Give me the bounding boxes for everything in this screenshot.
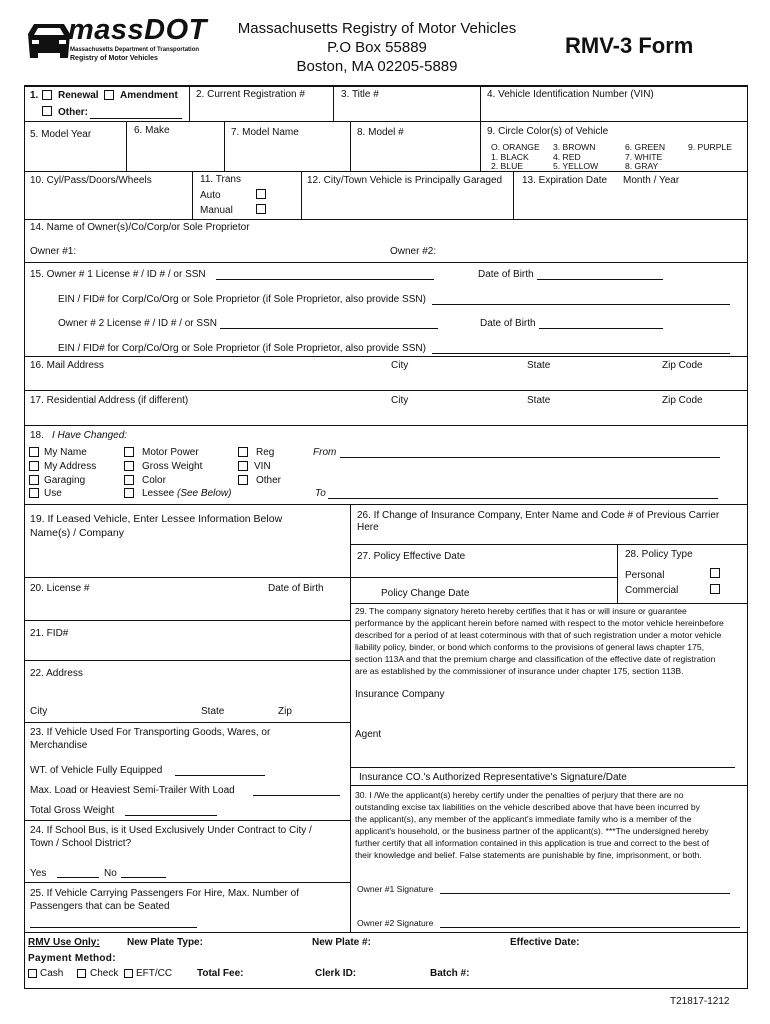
gross-weight-total-label: Total Gross Weight: [30, 805, 115, 816]
form-code: T21817-1212: [670, 996, 730, 1007]
max-load-line[interactable]: [253, 795, 340, 796]
auto-label: Auto: [200, 190, 221, 201]
passengers-line[interactable]: [30, 927, 197, 928]
owner1-license-line[interactable]: [216, 279, 434, 280]
color-option[interactable]: 8. GRAY: [625, 161, 659, 171]
trans-label: 11. Trans: [200, 174, 241, 185]
color-label: Color: [142, 475, 166, 486]
check-label: Check: [90, 968, 119, 979]
agent-label: Agent: [355, 729, 382, 740]
passengers-seated-label: Passengers that can be Seated: [30, 901, 170, 912]
new-plate-number-label: New Plate #:: [312, 937, 371, 948]
perjury-text: 30. I /We the applicant(s) hereby certify under the penalties of perjury that there are no: [355, 790, 684, 800]
school-bus-label: 24. If School Bus, is it Used Exclusively Under Contract to City /: [30, 825, 312, 836]
other-change-checkbox[interactable]: [238, 475, 248, 485]
no-line[interactable]: [121, 877, 166, 878]
my-address-label: My Address: [44, 461, 97, 472]
frame-right: [747, 85, 748, 988]
mail-address-label: 16. Mail Address: [30, 360, 104, 371]
renewal-label: Renewal: [58, 90, 99, 101]
eft-label: EFT/CC: [136, 968, 173, 979]
eft-checkbox[interactable]: [124, 969, 133, 978]
frame-left: [24, 85, 25, 988]
color-option[interactable]: 9. PURPLE: [688, 142, 732, 152]
from-line[interactable]: [340, 457, 720, 458]
owner2-ein-line[interactable]: [432, 353, 730, 354]
reg-checkbox[interactable]: [238, 447, 248, 457]
owner1-signature-line[interactable]: [440, 893, 730, 894]
month-year-label: Month / Year: [623, 175, 680, 186]
mail-zip-label: Zip Code: [662, 360, 703, 371]
to-line[interactable]: [328, 498, 718, 499]
color-checkbox[interactable]: [124, 475, 134, 485]
renewal-checkbox[interactable]: [42, 90, 52, 100]
owner2-label: Owner #2:: [390, 246, 437, 257]
lessee-label: Lessee: [142, 488, 175, 499]
res-zip-label: Zip Code: [662, 395, 703, 406]
agency-line-2: P.O Box 55889: [327, 39, 427, 56]
owner1-label: Owner #1:: [30, 246, 77, 257]
rmv-use-only-label: RMV Use Only:: [28, 937, 100, 948]
reg-label: Reg: [256, 447, 275, 458]
personal-label: Personal: [625, 570, 665, 581]
insurance-company-label: Insurance Company: [355, 689, 445, 700]
no-label: No: [104, 868, 117, 879]
manual-checkbox[interactable]: [256, 204, 266, 214]
lessee-license-label: 20. License #: [30, 583, 90, 594]
use-label: Use: [44, 488, 62, 499]
other-line[interactable]: [90, 118, 182, 119]
owner1-ein-line[interactable]: [432, 304, 730, 305]
mail-state-label: State: [527, 360, 551, 371]
vin-change-label: VIN: [254, 461, 271, 472]
other-checkbox[interactable]: [42, 106, 52, 116]
clerk-id-label: Clerk ID:: [315, 968, 357, 979]
frame-bottom: [24, 988, 748, 989]
amendment-label: Amendment: [120, 90, 178, 101]
car-icon: [24, 20, 72, 62]
motor-power-label: Motor Power: [142, 447, 199, 458]
certification-text: described for a period of at least coterminous with that of such registration under a motor vehicle: [355, 630, 722, 640]
cash-label: Cash: [40, 968, 64, 979]
new-plate-type-label: New Plate Type:: [127, 937, 203, 948]
lessee-dob-label: Date of Birth: [268, 583, 324, 594]
perjury-text: outstanding excise tax liabilities on the vehicle described above that have been incurred by: [355, 802, 700, 812]
lessee-info-label: 19. If Leased Vehicle, Enter Lessee Information Below: [30, 513, 283, 525]
f1-num: 1.: [30, 90, 39, 101]
perjury-text: their knowledge and belief. False statements are punishable by fine, imprisonment, or both.: [355, 850, 702, 860]
other-label: Other:: [58, 107, 88, 118]
owner1-ein-label: EIN / FID# for Corp/Co/Org or Sole Proprietor (if Sole Proprietor, also provide SSN): [58, 294, 426, 305]
res-state-label: State: [527, 395, 551, 406]
owner2-signature-label: Owner #2 Signature: [357, 918, 434, 928]
vehicle-weight-label: WT. of Vehicle Fully Equipped: [30, 765, 163, 776]
color-option[interactable]: 2. BLUE: [491, 161, 524, 171]
garaging-label: Garaging: [44, 475, 86, 486]
color-option[interactable]: 6. GREEN: [625, 142, 666, 152]
owner1-signature-label: Owner #1 Signature: [357, 884, 434, 894]
logo-text: massDOT: [68, 14, 207, 46]
goods-label: 23. If Vehicle Used For Transporting Goods, Wares, or: [30, 727, 271, 738]
lessee-city-label: City: [30, 706, 48, 717]
color-option[interactable]: 1. BLACK: [491, 152, 529, 162]
owner2-dob-label: Date of Birth: [480, 318, 536, 329]
logo-subtitle-1: Massachusetts Department of Transportation: [70, 47, 200, 53]
agency-line-1: Massachusetts Registry of Motor Vehicles: [237, 20, 517, 37]
res-city-label: City: [391, 395, 409, 406]
motor-power-checkbox[interactable]: [124, 447, 134, 457]
auto-checkbox[interactable]: [256, 189, 266, 199]
mail-city-label: City: [391, 360, 409, 371]
massdot-logo: [24, 14, 207, 66]
insurance-signature-line[interactable]: [350, 767, 735, 768]
owner2-signature-line[interactable]: [440, 927, 740, 928]
title-number-label: 3. Title #: [341, 89, 379, 100]
batch-label: Batch #:: [430, 968, 470, 979]
owner1-license-label: 15. Owner # 1 License # / ID # / or SSN: [30, 269, 206, 280]
lessee-fid-label: 21. FID#: [30, 628, 69, 639]
lessee-zip-label: Zip: [278, 706, 292, 717]
perjury-text: further certify that all information contained in this application is true and correct to the best of: [355, 838, 709, 848]
logo-subtitle-2: Registry of Motor Vehicles: [70, 55, 158, 62]
frame-top: [24, 85, 747, 87]
owner1-dob-line[interactable]: [537, 279, 663, 280]
payment-method-label: Payment Method:: [28, 953, 116, 964]
yes-label: Yes: [30, 868, 47, 879]
yes-line[interactable]: [57, 877, 99, 878]
perjury-text: the applicant(s), any member of the applicant's immediate family who is a member of the: [355, 814, 692, 824]
vehicle-weight-line[interactable]: [175, 775, 265, 776]
certification-text: 29. The company signatory hereto hereby certifies that it has or will insure or guarantee: [355, 606, 687, 616]
current-registration-label: 2. Current Registration #: [196, 89, 305, 100]
my-name-checkbox[interactable]: [29, 447, 39, 457]
max-load-label: Max. Load or Heaviest Semi-Trailer With Load: [30, 785, 235, 796]
vehicle-color-label: 9. Circle Color(s) of Vehicle: [487, 126, 609, 137]
owner-name-label: 14. Name of Owner(s)/Co/Corp/or Sole Proprietor: [30, 222, 250, 233]
commercial-label: Commercial: [625, 585, 679, 596]
use-checkbox[interactable]: [29, 488, 39, 498]
other-change-label: Other: [256, 475, 282, 486]
make-label: 6. Make: [134, 125, 170, 136]
perjury-text: applicant's household, or the business partner of the applicant(s). ***The undersigned hereby: [355, 826, 709, 836]
i-have-changed-label: I Have Changed:: [52, 430, 128, 441]
total-fee-label: Total Fee:: [197, 968, 244, 979]
model-name-label: 7. Model Name: [231, 127, 299, 138]
school-district-label: Town / School District?: [30, 838, 132, 849]
color-option[interactable]: 5. YELLOW: [553, 161, 599, 171]
residential-address-label: 17. Residential Address (if different): [30, 395, 189, 406]
color-option[interactable]: 7. WHITE: [625, 152, 663, 162]
model-number-label: 8. Model #: [357, 127, 404, 138]
f18-num: 18.: [30, 430, 44, 441]
effective-date-label: Effective Date:: [510, 937, 580, 948]
model-year-label: 5. Model Year: [30, 129, 92, 140]
certification-text: performance by the applicant herein before named with respect to the motor vehicle hereinbefore: [355, 618, 724, 628]
gross-weight-checkbox[interactable]: [124, 461, 134, 471]
lessee-state-label: State: [201, 706, 225, 717]
color-option[interactable]: 3. BROWN: [553, 142, 596, 152]
policy-change-label: Policy Change Date: [381, 588, 470, 599]
color-option[interactable]: 4. RED: [553, 152, 581, 162]
policy-type-label: 28. Policy Type: [625, 549, 693, 560]
certification-text: are as established by the commissioner of insurance under chapter 175, section 113B.: [355, 666, 684, 676]
prev-carrier-here-label: Here: [357, 522, 379, 533]
cyl-pass-label: 10. Cyl/Pass/Doors/Wheels: [30, 175, 152, 186]
merchandise-label: Merchandise: [30, 740, 88, 751]
commercial-checkbox[interactable]: [710, 584, 720, 594]
personal-checkbox[interactable]: [710, 568, 720, 578]
owner2-dob-line[interactable]: [539, 328, 663, 329]
owner2-ein-label: EIN / FID# for Corp/Co/Org or Sole Proprietor (if Sole Proprietor, also provide SSN): [58, 343, 426, 354]
certification-text: liability policy, binder, or bond which conforms to the provisions of general laws chapter 175,: [355, 642, 705, 652]
vin-checkbox[interactable]: [238, 461, 248, 471]
insurance-signature-label: Insurance CO.'s Authorized Representative's Signature/Date: [359, 772, 627, 783]
owner1-dob-label: Date of Birth: [478, 269, 534, 280]
see-below-label: (See Below): [177, 488, 232, 499]
my-name-label: My Name: [44, 447, 87, 458]
gross-weight-line[interactable]: [125, 815, 217, 816]
color-option[interactable]: O. ORANGE: [491, 142, 540, 152]
to-label: To: [315, 488, 326, 499]
check-checkbox[interactable]: [77, 969, 86, 978]
cash-checkbox[interactable]: [28, 969, 37, 978]
form-title: RMV-3 Form: [565, 33, 694, 58]
lessee-checkbox[interactable]: [124, 488, 134, 498]
amendment-checkbox[interactable]: [104, 90, 114, 100]
garaged-label: 12. City/Town Vehicle is Principally Garaged: [307, 175, 503, 186]
vin-label: 4. Vehicle Identification Number (VIN): [487, 89, 654, 100]
certification-text: section 113A and that the premium charge and classification of the effective date of registration: [355, 654, 716, 664]
gross-weight-label: Gross Weight: [142, 461, 203, 472]
agency-line-3: Boston, MA 02205-5889: [296, 58, 458, 75]
my-address-checkbox[interactable]: [29, 461, 39, 471]
lessee-name-label: Name(s) / Company: [30, 527, 124, 539]
garaging-checkbox[interactable]: [29, 475, 39, 485]
policy-effective-label: 27. Policy Effective Date: [357, 551, 466, 562]
expiration-label: 13. Expiration Date: [522, 175, 608, 186]
owner2-license-line[interactable]: [220, 328, 438, 329]
from-label: From: [313, 447, 337, 458]
lessee-address-label: 22. Address: [30, 668, 83, 679]
manual-label: Manual: [200, 205, 233, 216]
prev-carrier-label: 26. If Change of Insurance Company, Enter Name and Code # of Previous Carrier: [357, 510, 720, 521]
passengers-label: 25. If Vehicle Carrying Passengers For Hire, Max. Number of: [30, 888, 299, 899]
owner2-license-label: Owner # 2 License # / ID # / or SSN: [58, 318, 217, 329]
